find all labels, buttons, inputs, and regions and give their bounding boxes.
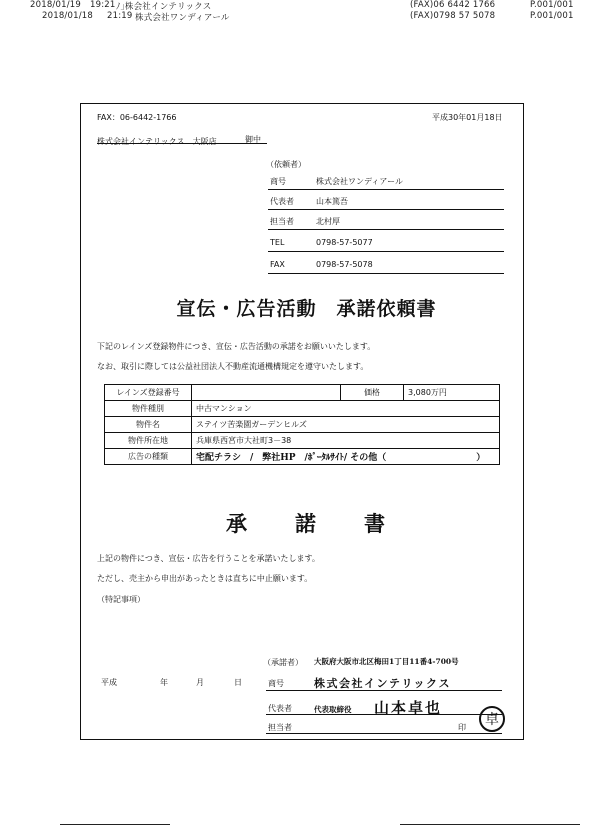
property-location-value: 兵庫県西宮市大社町3－38 xyxy=(192,433,500,449)
approver-row xyxy=(266,675,502,691)
requester-company: 株式会社ワンディアール xyxy=(316,177,403,186)
table-row xyxy=(105,385,500,401)
requester-row xyxy=(268,196,504,210)
requester-fax: 0798-57-5078 xyxy=(316,260,373,269)
seal-stamp-icon: 卓 xyxy=(479,706,505,732)
requester-label-representative: 代表者 xyxy=(270,197,294,206)
requester-row xyxy=(268,238,504,252)
fax-date-2: 2018/01/18 xyxy=(42,11,93,21)
approver-row xyxy=(266,720,502,734)
fax-page-1: P.001/001 xyxy=(530,0,574,10)
fax-page-2: P.001/001 xyxy=(530,11,574,21)
date-month: 月 xyxy=(196,678,204,687)
approval-line-2: ただし、売主から申出があったときは直ちに中止願います。 xyxy=(97,574,313,583)
intro-line-1: 下記のレインズ登録物件につき、宣伝・広告活動の承諾をお願いいたします。 xyxy=(97,342,376,351)
table-row xyxy=(105,417,500,433)
scan-artifact-line xyxy=(60,824,170,825)
scan-artifact-line xyxy=(400,824,580,825)
approver-label-company: 商号 xyxy=(268,679,284,688)
approver-label-representative: 代表者 xyxy=(268,704,292,713)
ad-type-value: 宅配チラシ / 弊社HP /ﾎﾟｰﾀﾙｻｲﾄ/ その他（ ） xyxy=(192,449,500,465)
seal-label: 印 xyxy=(458,723,466,732)
fax-date-1: 2018/01/19 xyxy=(30,0,81,10)
requester-staff: 北村厚 xyxy=(316,217,340,226)
property-type-label: 物件種別 xyxy=(105,401,192,417)
approver-address: 大阪府大阪市北区梅田1丁目11番4-700号 xyxy=(314,657,459,666)
fax-number-1: (FAX)06 6442 1766 xyxy=(410,0,496,10)
intro-line-2: なお、取引に際しては公益社団法人不動産流通機構規定を遵守いたします。 xyxy=(97,362,369,371)
property-name-value: ステイツ苦楽園ガーデンヒルズ xyxy=(192,417,500,433)
requester-label-company: 商号 xyxy=(270,177,286,186)
requester-tel: 0798-57-5077 xyxy=(316,238,373,247)
ad-type-label: 広告の種類 xyxy=(105,449,192,465)
fax-number-2: (FAX)0798 57 5078 xyxy=(410,11,496,21)
requester-representative: 山本篤吾 xyxy=(316,197,348,206)
table-row xyxy=(105,433,500,449)
addressee-name: 株式会社インテリックス 大阪店 xyxy=(97,137,217,146)
approval-title: 承 諾 書 xyxy=(226,512,387,536)
property-location-label: 物件所在地 xyxy=(105,433,192,449)
requester-label-tel: TEL xyxy=(270,238,285,247)
approver-representative: 山本卓也 xyxy=(374,699,443,717)
table-row xyxy=(105,401,500,417)
fax-time-2: 21:19 xyxy=(107,11,133,21)
fax-time-1: 19:21 xyxy=(90,0,116,10)
document-title: 宣伝・広告活動 承諾依頼書 xyxy=(176,298,437,320)
approver-company: 株式会社インテリックス xyxy=(314,677,451,690)
requester-row xyxy=(268,216,504,230)
approver-title: 代表取締役 xyxy=(314,705,352,714)
special-notes-label: （特記事項） xyxy=(97,595,145,604)
table-row xyxy=(105,449,500,465)
fax-to: FAX：06-6442-1766 xyxy=(97,113,177,122)
document-date: 平成30年01月18日 xyxy=(432,113,503,122)
fax-sender-1: ﾉ｣株会社インテリックス xyxy=(116,2,212,12)
date-era: 平成 xyxy=(101,678,117,687)
requester-label-staff: 担当者 xyxy=(270,217,294,226)
requester-row xyxy=(268,260,504,274)
approval-line-1: 上記の物件につき、宣伝・広告を行うことを承諾いたします。 xyxy=(97,554,320,563)
addressee-suffix: 御中 xyxy=(245,135,261,144)
approver-heading: （承諾者） xyxy=(263,658,303,667)
fax-sender-2: 株式会社ワンディアール xyxy=(135,13,230,23)
addressee xyxy=(97,129,267,144)
reins-label: レインズ登録番号 xyxy=(105,385,192,401)
reins-value xyxy=(192,385,341,401)
requester-heading: （依頼者） xyxy=(266,160,306,169)
price-label: 価格 xyxy=(341,385,404,401)
requester-row xyxy=(268,176,504,190)
property-table xyxy=(104,384,500,465)
approver-row xyxy=(266,699,502,715)
date-day: 日 xyxy=(234,678,242,687)
requester-label-fax: FAX xyxy=(270,260,285,269)
date-year: 年 xyxy=(160,678,168,687)
approver-label-staff: 担当者 xyxy=(268,723,292,732)
property-type-value: 中古マンション xyxy=(192,401,500,417)
property-name-label: 物件名 xyxy=(105,417,192,433)
price-value: 3,080万円 xyxy=(404,385,500,401)
